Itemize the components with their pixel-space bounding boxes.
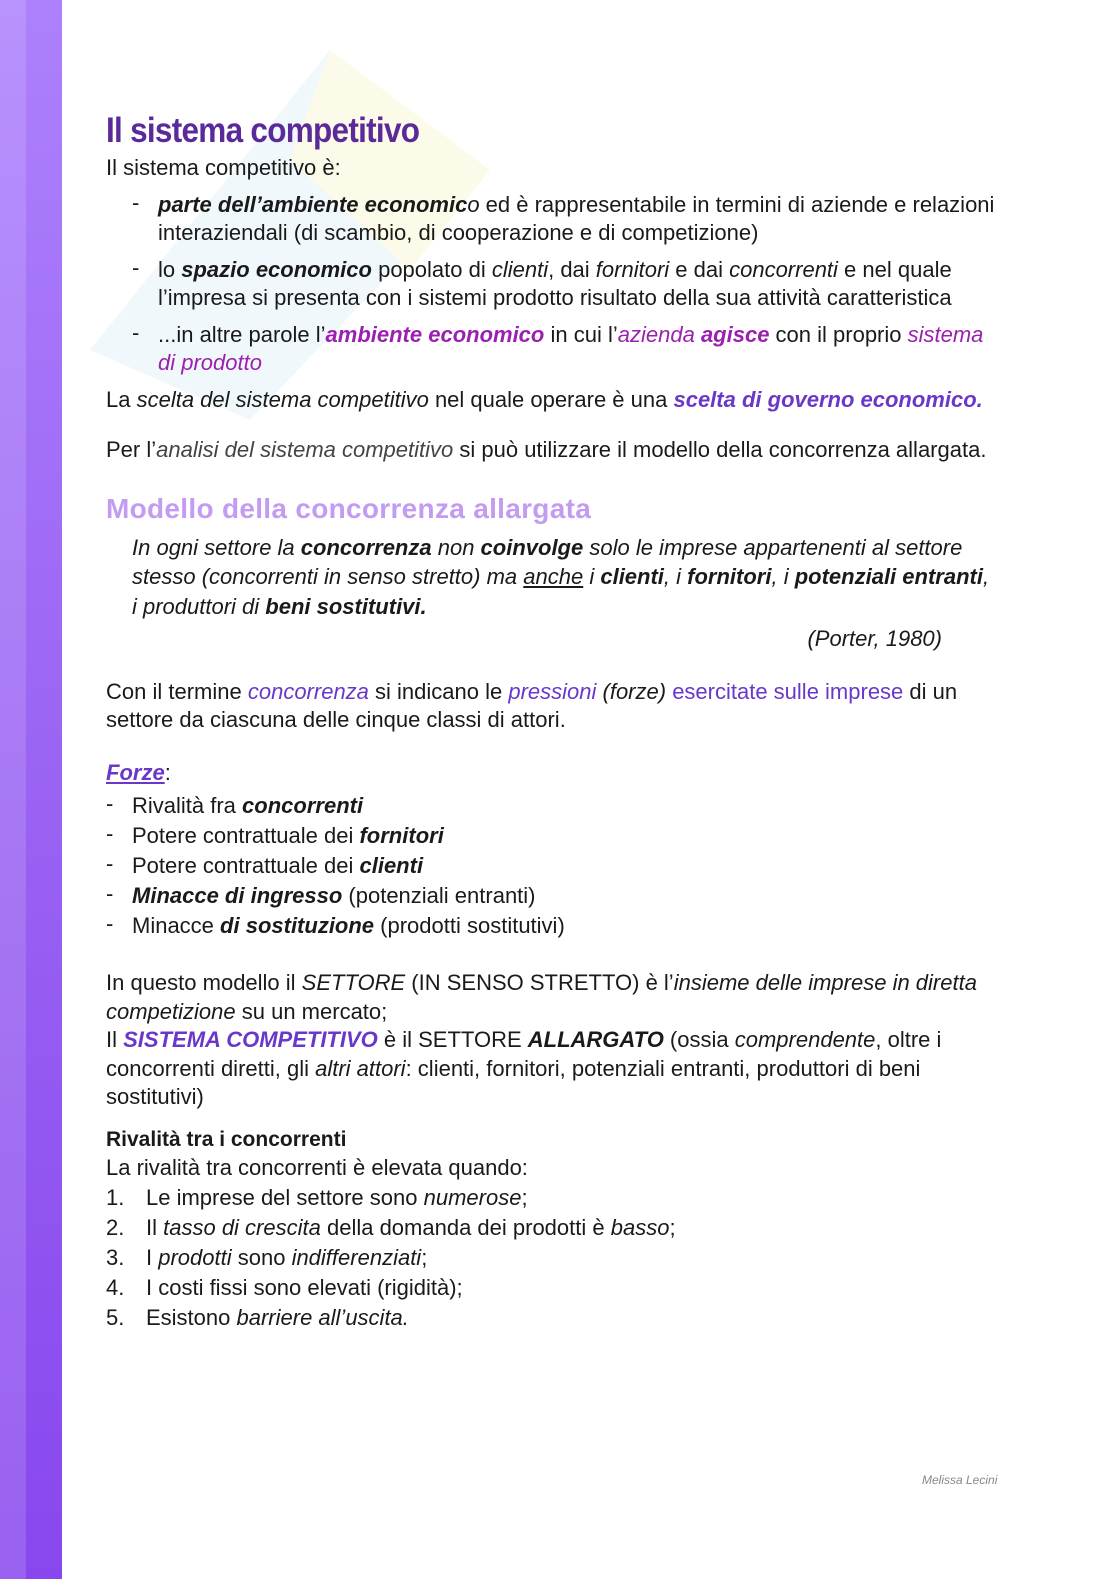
scelta-paragraph: La scelta del sistema competitivo nel quale operare è una scelta di governo economico. [106,386,983,412]
list-item: - lo spazio economico popolato di clienti, dai fornitori e dai concorrenti e nel quale l’impresa si presenta con i sistemi prodotto risultato della sua attività caratteristica [106,256,1006,313]
list-item: 2. Il tasso di crescita della domanda dei prodotti è basso; [106,1214,676,1240]
list-item: - Rivalità fra concorrenti [106,791,1006,821]
left-color-bar [0,0,62,1579]
list-item: 3. I prodotti sono indifferenziati; [106,1244,428,1270]
modello-paragraph: In questo modello il SETTORE (IN SENSO STRETTO) è l’insieme delle imprese in diretta competizione su un mercato; [106,970,977,1024]
list-item: - Minacce di ingresso (potenziali entranti) [106,881,1006,911]
forze-heading: Forze: [106,759,171,785]
forze-list [106,791,1006,941]
porter-quote: In ogni settore la concorrenza non coinvolge solo le imprese appartenenti al settore stesso (concorrenti in senso stretto) ma anche i clienti, i fornitori, i potenziali entranti, i produttori di beni sostitutivi. [132,534,990,619]
termine-paragraph: Con il termine concorrenza si indicano le pressioni (forze) esercitate sulle imprese di un settore da ciascuna delle cinque classi di attori. [106,678,958,732]
rivalita-intro: La rivalità tra concorrenti è elevata quando: [106,1155,528,1180]
list-item: - ...in altre parole l’ambiente economico in cui l’azienda agisce con il proprio sistema di prodotto [106,321,1006,378]
list-item: 5. Esistono barriere all’uscita. [106,1304,409,1330]
intro-text: Il sistema competitivo è: [106,155,341,180]
sistema-paragraph: Il SISTEMA COMPETITIVO è il SETTORE ALLARGATO (ossia comprendente, oltre i concorrenti diretti, gli altri attori: clienti, fornitori, potenziali entranti, produttori di beni sostitutivi) [106,1027,942,1109]
list-item: 4. I costi fissi sono elevati (rigidità); [106,1274,463,1300]
rivalita-list [106,1183,1006,1333]
rivalita-heading: Rivalità tra i concorrenti [106,1127,347,1151]
section-title: Modello della concorrenza allargata [106,492,592,524]
list-item: 1. Le imprese del settore sono numerose; [106,1184,528,1210]
quote-citation: (Porter, 1980) [807,626,942,651]
list-item: - Potere contrattuale dei fornitori [106,821,1006,851]
page-title: Il sistema competitivo [106,111,420,150]
list-item: - Minacce di sostituzione (prodotti sostitutivi) [106,911,1006,941]
list-item: - Potere contrattuale dei clienti [106,851,1006,881]
document-page [106,108,1006,1333]
definition-list [106,191,1006,378]
list-item: - parte dell’ambiente economico ed è rappresentabile in termini di aziende e relazioni interaziendali (di scambio, di cooperazione e di competizione) [106,191,1006,248]
analisi-paragraph: Per l’analisi del sistema competitivo si può utilizzare il modello della concorrenza allargata. [106,437,987,462]
author-footer: Melissa Lecini [922,1473,998,1487]
